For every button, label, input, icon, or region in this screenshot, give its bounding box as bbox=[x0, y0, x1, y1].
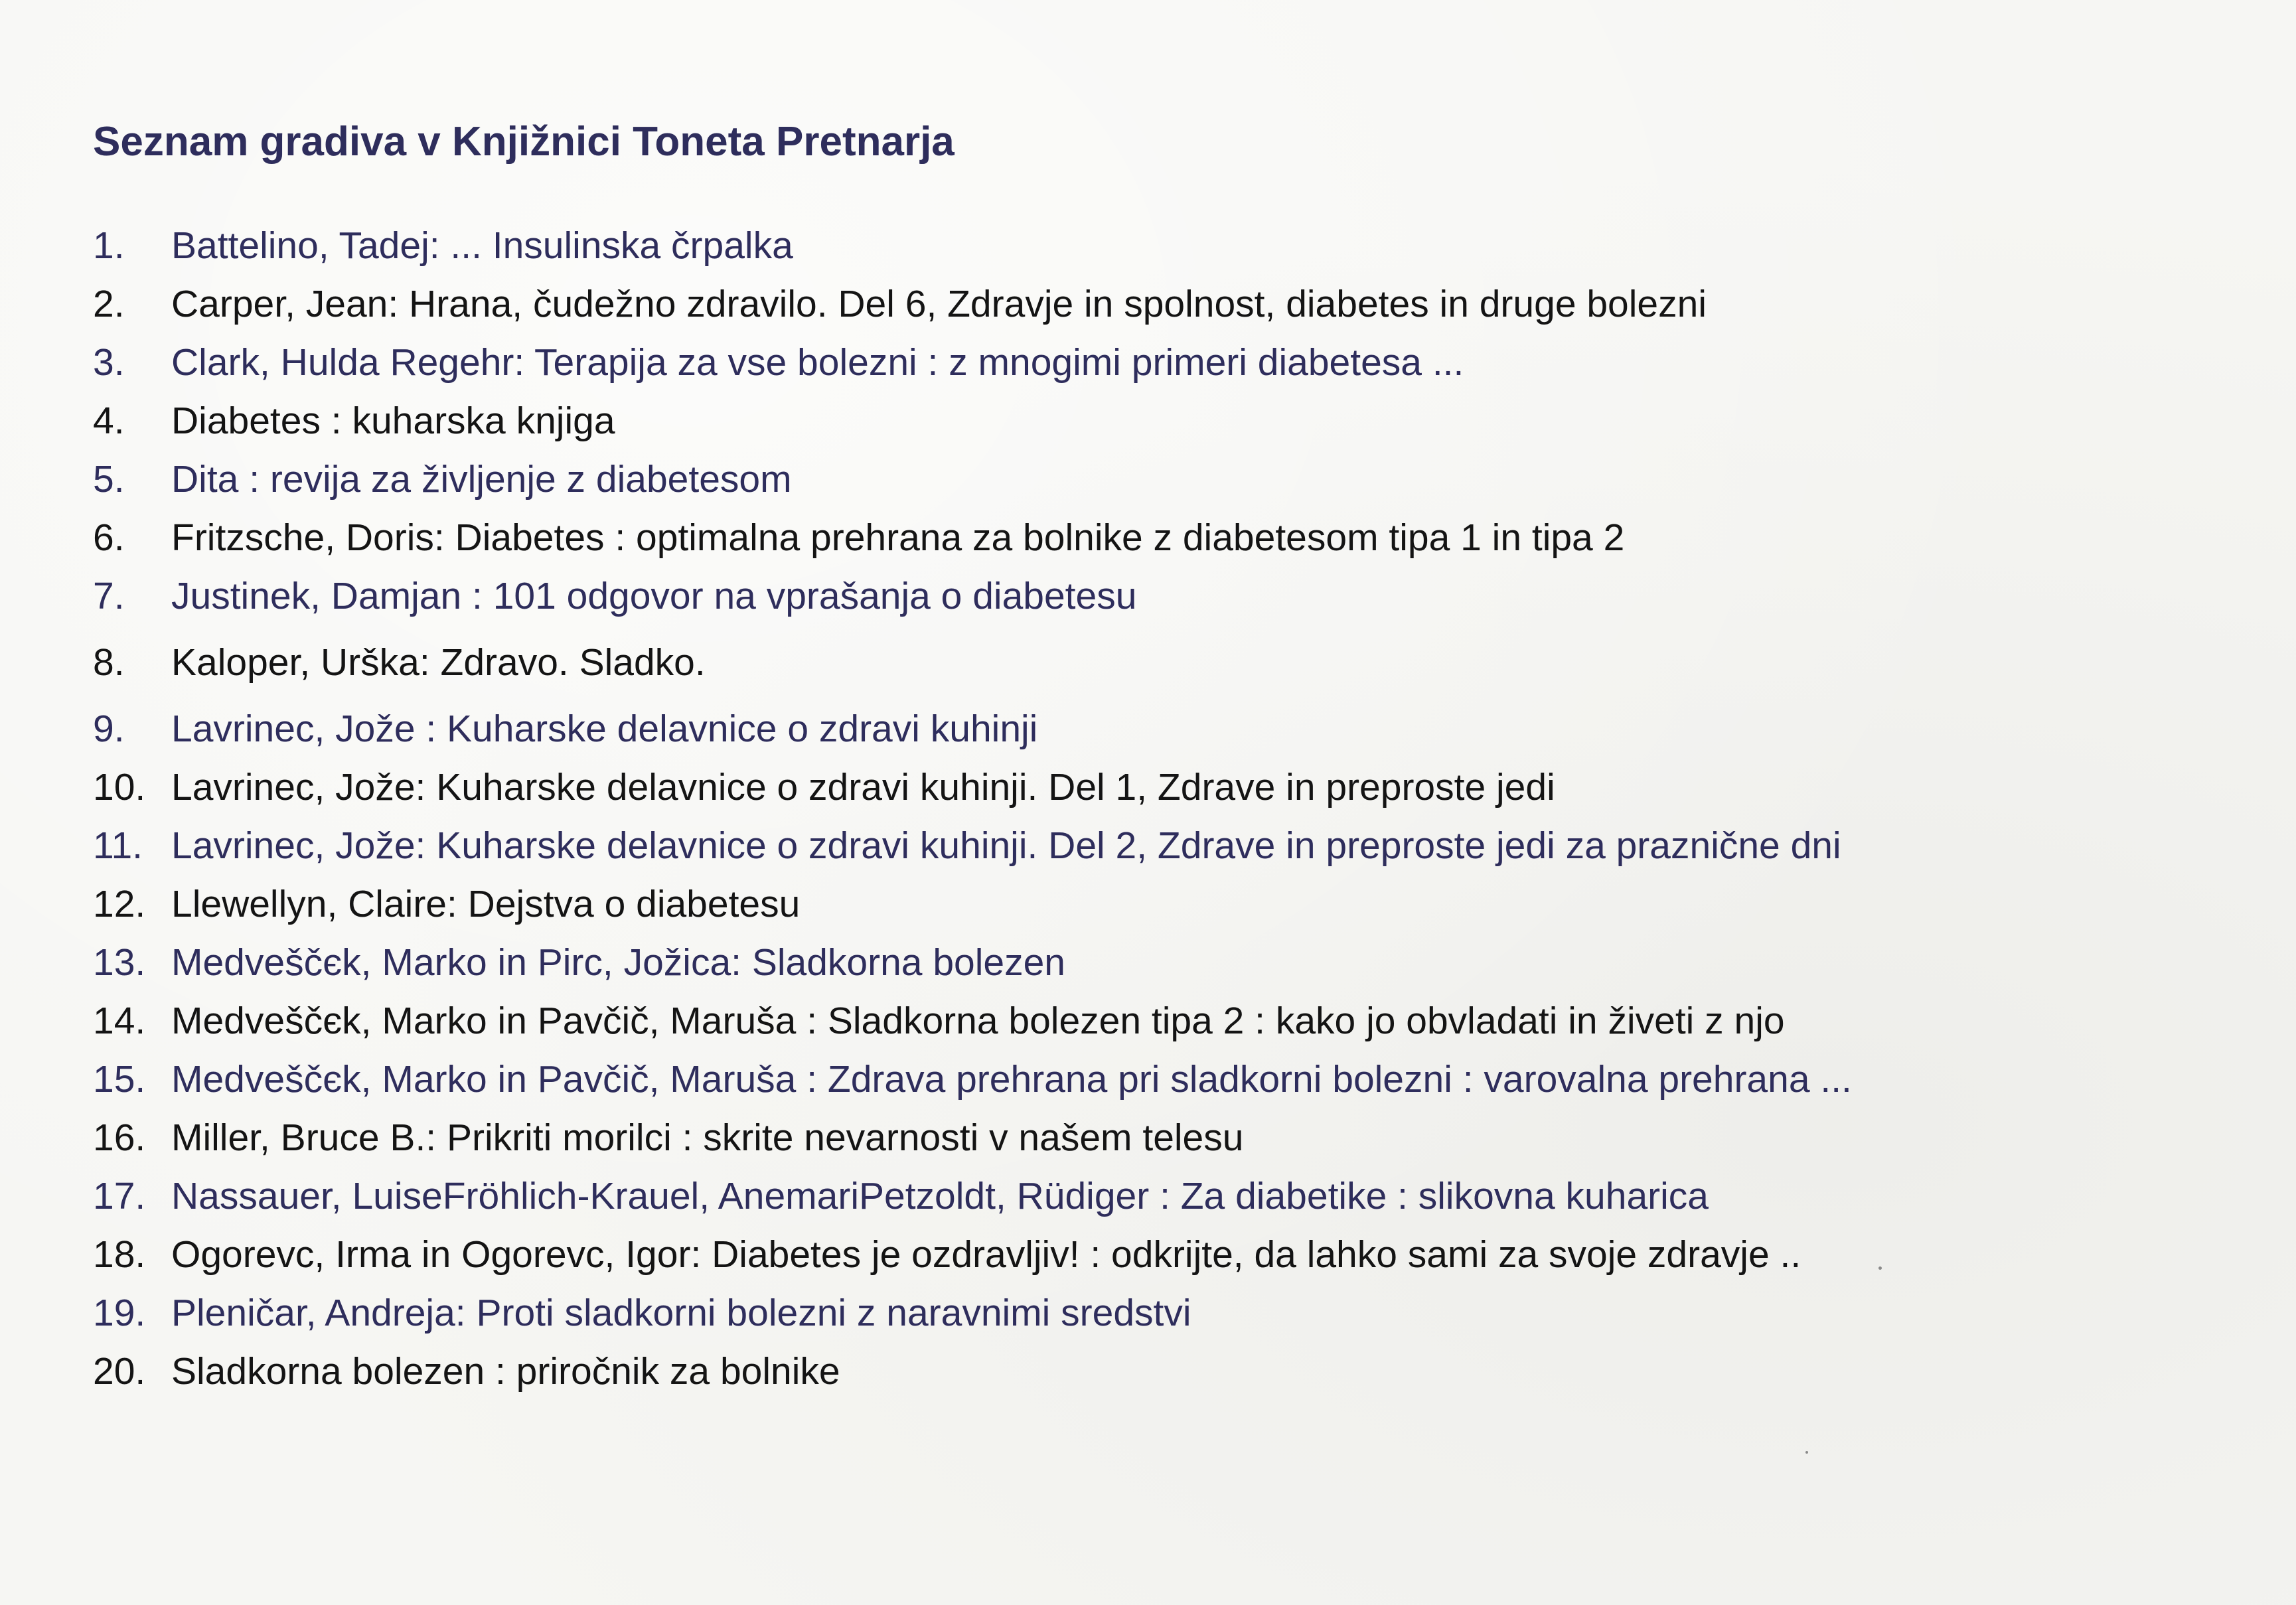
item-text: Kaloper, Urška: Zdravo. Sladko. bbox=[171, 641, 706, 684]
item-number: 3. bbox=[93, 341, 125, 384]
item-text: Clark, Hulda Regehr: Terapija za vse bolezni : z mnogimi primeri diabetesa ... bbox=[171, 341, 1464, 384]
item-text: Justinek, Damjan : 101 odgovor na vprašanja o diabetesu bbox=[171, 575, 1137, 617]
item-text: Medveščєk, Marko in Pavčič, Maruša : Zdrava prehrana pri sladkorni bolezni : varovalna prehrana ... bbox=[171, 1058, 1852, 1101]
list-item bbox=[93, 625, 1852, 700]
page-title: Seznam gradiva v Knjižnici Toneta Pretnarja bbox=[93, 119, 955, 165]
paper-speck bbox=[1805, 1451, 1808, 1454]
list-item bbox=[93, 933, 1852, 992]
list-item bbox=[93, 992, 1852, 1050]
item-text: Medveščєk, Marko in Pavčič, Maruša : Sladkorna bolezen tipa 2 : kako jo obvladati in živeti z njo bbox=[171, 1000, 1785, 1042]
list-item bbox=[93, 1342, 1852, 1401]
item-text: Sladkorna bolezen : priročnik za bolnike bbox=[171, 1350, 840, 1393]
item-text: Nassauer, LuiseFröhlich-Krauel, AnemariPetzoldt, Rüdiger : Za diabetike : slikovna kuharica bbox=[171, 1175, 1709, 1217]
item-text: Llewellyn, Claire: Dejstva o diabetesu bbox=[171, 883, 801, 925]
item-number: 8. bbox=[93, 641, 125, 684]
item-text: Lavrinec, Jože: Kuharske delavnice o zdravi kuhinji. Del 1, Zdrave in preproste jedi bbox=[171, 766, 1555, 808]
item-number: 2. bbox=[93, 283, 125, 325]
item-number: 16. bbox=[93, 1116, 146, 1159]
item-number: 19. bbox=[93, 1292, 146, 1334]
item-number: 11. bbox=[93, 824, 143, 867]
list-item bbox=[93, 758, 1852, 816]
item-number: 9. bbox=[93, 708, 125, 750]
item-number: 18. bbox=[93, 1233, 146, 1276]
list-item bbox=[93, 450, 1852, 508]
item-number: 4. bbox=[93, 400, 125, 442]
item-text: Dita : revija za življenje z diabetesom bbox=[171, 458, 792, 500]
item-text: Lavrinec, Jože : Kuharske delavnice o zdravi kuhinji bbox=[171, 708, 1038, 750]
list-item bbox=[93, 392, 1852, 450]
list-item bbox=[93, 1108, 1852, 1167]
item-number: 20. bbox=[93, 1350, 146, 1393]
item-text: Pleničar, Andreja: Proti sladkorni bolezni z naravnimi sredstvi bbox=[171, 1292, 1191, 1334]
list-item bbox=[93, 275, 1852, 333]
list-item bbox=[93, 1284, 1852, 1342]
item-text: Ogorevc, Irma in Ogorevc, Igor: Diabetes je ozdravljiv! : odkrijte, da lahko sami za svoje zdravje .. bbox=[171, 1233, 1801, 1276]
item-text: Carper, Jean: Hrana, čudežno zdravilo. Del 6, Zdravje in spolnost, diabetes in druge bolezni bbox=[171, 283, 1707, 325]
item-text: Medveščєk, Marko in Pirc, Jožica: Sladkorna bolezen bbox=[171, 941, 1065, 984]
list-item bbox=[93, 508, 1852, 567]
item-number: 5. bbox=[93, 458, 125, 500]
list-item bbox=[93, 333, 1852, 392]
item-number: 14. bbox=[93, 1000, 146, 1042]
item-text: Lavrinec, Jože: Kuharske delavnice o zdravi kuhinji. Del 2, Zdrave in preproste jedi za praznične dni bbox=[171, 824, 1841, 867]
item-number: 7. bbox=[93, 575, 125, 617]
item-text: Battelino, Tadej: ... Insulinska črpalka bbox=[171, 224, 793, 267]
item-number: 1. bbox=[93, 224, 125, 267]
item-text: Miller, Bruce B.: Prikriti morilci : skrite nevarnosti v našem telesu bbox=[171, 1116, 1244, 1159]
list-item bbox=[93, 816, 1852, 875]
list-item bbox=[93, 700, 1852, 758]
item-number: 6. bbox=[93, 516, 125, 559]
list-item bbox=[93, 1167, 1852, 1225]
item-text: Diabetes : kuharska knjiga bbox=[171, 400, 615, 442]
item-number: 10. bbox=[93, 766, 146, 808]
list-item bbox=[93, 875, 1852, 933]
bibliography-list bbox=[93, 216, 1852, 1401]
item-text: Fritzsche, Doris: Diabetes : optimalna prehrana za bolnike z diabetesom tipa 1 in tipa 2 bbox=[171, 516, 1625, 559]
paper-speck bbox=[1878, 1266, 1882, 1270]
item-number: 12. bbox=[93, 883, 146, 925]
item-number: 15. bbox=[93, 1058, 146, 1101]
item-number: 13. bbox=[93, 941, 146, 984]
item-number: 17. bbox=[93, 1175, 146, 1217]
list-item bbox=[93, 1225, 1852, 1284]
list-item bbox=[93, 1050, 1852, 1108]
list-item bbox=[93, 567, 1852, 625]
list-item bbox=[93, 216, 1852, 275]
